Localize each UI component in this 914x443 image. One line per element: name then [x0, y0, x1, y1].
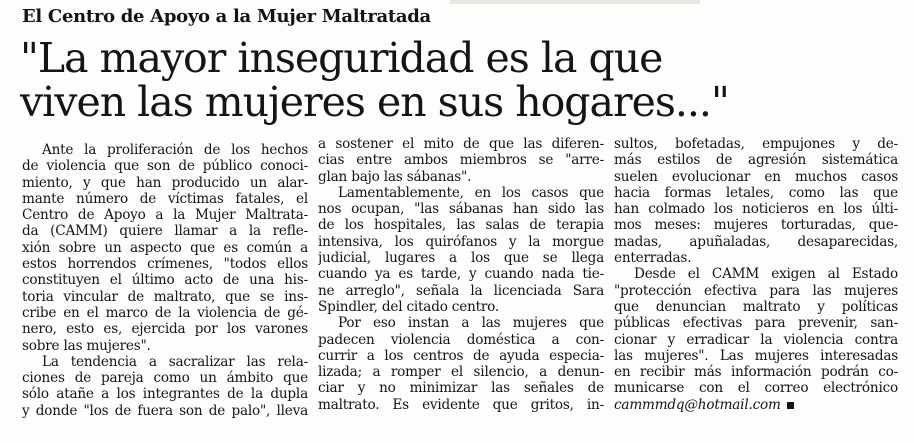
text-line: toria vincular de maltrato, que se ins- — [22, 288, 308, 305]
text-line: sólo atañe a los integrantes de la dupla — [22, 386, 308, 403]
text-line: enterradas. — [614, 250, 692, 267]
text-line: intensiva, los quirófanos y la morgue — [318, 233, 604, 250]
text-line: Centro de Apoyo a la Mujer Maltrata- — [22, 207, 308, 224]
text-line: en recibir más información podrán co- — [614, 364, 898, 381]
text-line: cuando ya es tarde, y cuando nada tie- — [318, 266, 604, 283]
text-line: sultos, bofetadas, empujones y de- — [614, 136, 898, 152]
text-line: a sostener el mito de que las diferen- — [318, 136, 604, 152]
text-line: ciones de pareja como un ámbito que — [22, 370, 308, 387]
text-line: glan bajo las sábanas". — [318, 168, 472, 185]
text-line: de violencia que son de público conoci- — [22, 158, 308, 175]
text-line: que denuncian maltrato y políticas — [614, 298, 898, 315]
text-line: madas, apuñaladas, desaparecidas, — [614, 233, 898, 250]
text-line: municarse con el correo electrónico — [614, 380, 898, 397]
article-column-3 — [614, 136, 898, 413]
text-line: Desde el CAMM exigen al Estado — [634, 266, 898, 283]
text-line: hacia formas letales, como las que — [614, 184, 898, 201]
text-line: suelen evolucionar en muchos casos — [614, 168, 898, 185]
text-line: nero, esto es, ejercida por los varones — [22, 321, 308, 338]
text-line: judicial, lugares a los que se llega — [318, 250, 604, 267]
text-line: han colmado los noticieros en los últi- — [614, 201, 898, 218]
text-line: ciar y no minimizar las señales de — [318, 380, 604, 397]
text-line: cionar y erradicar la violencia contra — [614, 331, 898, 348]
text-line: cribe en el marco de la violencia de gé- — [22, 304, 308, 321]
text-line: mos meses: mujeres torturadas, que- — [614, 217, 898, 234]
text-line: de los hospitales, las salas de terapia — [318, 217, 604, 234]
text-line: cias entre ambos miembros se "arre- — [318, 152, 604, 169]
contact-email: cammmdq@hotmail.com — [614, 396, 781, 413]
text-line: lizada; a romper el silencio, a denun- — [318, 364, 604, 381]
text-line: ne arreglo", señala la licenciada Sara — [318, 282, 604, 299]
text-line: da (CAMM) quiere llamar a la refle- — [22, 223, 308, 240]
end-of-article-mark — [787, 402, 794, 409]
text-line: miento, y que han producido un alar- — [22, 174, 308, 191]
print-smudge — [450, 0, 700, 4]
text-line: estos horrendos crímenes, "todos ellos — [22, 256, 308, 273]
article-kicker: El Centro de Apoyo a la Mujer Maltratada — [22, 6, 431, 27]
text-line: más estilos de agresión sistemática — [614, 152, 898, 169]
text-line: mante número de víctimas fatales, el — [22, 190, 308, 207]
text-line: "protección efectiva para las mujeres — [614, 282, 898, 299]
text-line: nos ocupan, "las sábanas han sido las — [318, 201, 604, 218]
text-line: maltrato. Es evidente que gritos, in- — [318, 396, 604, 413]
text-line: Spindler, del citado centro. — [318, 298, 500, 315]
article-column-1 — [22, 142, 308, 419]
text-line: sobre las mujeres". — [22, 337, 151, 354]
headline-line: "La mayor inseguridad es la que — [20, 34, 663, 82]
text-line: Ante la proliferación de los hechos — [42, 142, 308, 158]
text-line: constituyen el último acto de una his- — [22, 272, 308, 289]
text-line: públicas efectivas para prevenir, san- — [614, 315, 898, 332]
text-line: padecen violencia doméstica a con- — [318, 331, 604, 348]
text-line: xión sobre un aspecto que es común a — [22, 239, 308, 256]
email-line — [614, 397, 898, 413]
headline-line: viven las mujeres en sus hogares..." — [20, 78, 729, 126]
text-line: Lamentablemente, en los casos que — [338, 184, 604, 201]
text-line: currir a los centros de ayuda especia- — [318, 347, 604, 364]
text-line: Por eso instan a las mujeres que — [338, 315, 604, 332]
article-headline — [20, 36, 900, 124]
article-column-2 — [318, 136, 604, 413]
text-line: La tendencia a sacralizar las rela- — [42, 353, 308, 370]
text-line: y donde "los de fuera son de palo", lleva — [22, 402, 308, 419]
text-line: las mujeres". Las mujeres interesadas — [614, 347, 898, 364]
